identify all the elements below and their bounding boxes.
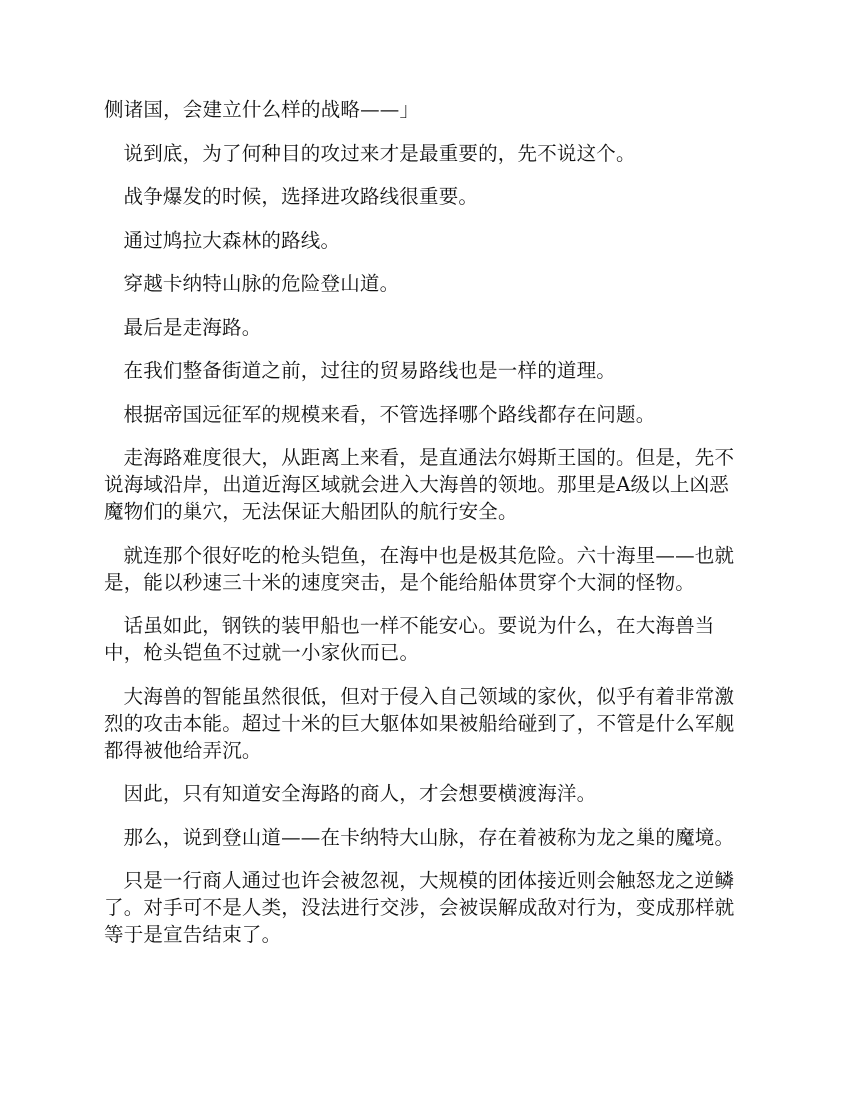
paragraph-13: 因此，只有知道安全海路的商人，才会想要横渡海洋。: [123, 782, 597, 805]
paragraph-4: 通过鸠拉大森林的路线。: [123, 228, 341, 252]
paragraph-14: 那么，说到登山道——在卡纳特大山脉，存在着被称为龙之巢的魔境。: [123, 825, 735, 849]
paragraph-10: 就连那个很好吃的枪头铠鱼，在海中也是极其危险。六十海里——也就是，能以秒速三十米的速度突击，是个能给船体贯穿个大洞的怪物。: [104, 543, 735, 594]
paragraph-1: 侧诸国，会建立什么样的战略——」: [104, 98, 420, 121]
paragraph-12: 大海兽的智能虽然很低，但对于侵入自己领域的家伙，似乎有着非常激烈的攻击本能。超过十米的巨大躯体如果被船给碰到了，不管是什么军舰都得被他给弄沉。: [104, 684, 735, 762]
paragraph-8: 根据帝国远征军的规模来看，不管选择哪个路线都存在问题。: [123, 402, 656, 426]
paragraph-11: 话虽如此，钢铁的装甲船也一样不能安心。要说为什么，在大海兽当中，枪头铠鱼不过就一小家伙而已。: [104, 614, 715, 664]
paragraph-9: 走海路难度很大，从距离上来看，是直通法尔姆斯王国的。但是，先不说海域沿岸，出道近海区域就会进入大海兽的领地。那里是A级以上凶恶魔物们的巢穴，无法保证大船团队的航行安全。: [104, 446, 735, 523]
paragraph-15: 只是一行商人通过也许会被忽视，大规模的团体接近则会触怒龙之逆鳞了。对手可不是人类，没法进行交涉，会被误解成敌对行为，变成那样就等于是宣告结束了。: [104, 869, 735, 946]
paragraph-3: 战争爆发的时候，选择进攻路线很重要。: [123, 185, 479, 208]
paragraph-6: 最后是走海路。: [123, 315, 262, 339]
paragraph-2: 说到底，为了何种目的攻过来才是最重要的，先不说这个。: [123, 141, 636, 165]
paragraph-5: 穿越卡纳特山脉的危险登山道。: [123, 272, 400, 295]
paragraph-7: 在我们整备街道之前，过往的贸易路线也是一样的道理。: [123, 359, 617, 382]
